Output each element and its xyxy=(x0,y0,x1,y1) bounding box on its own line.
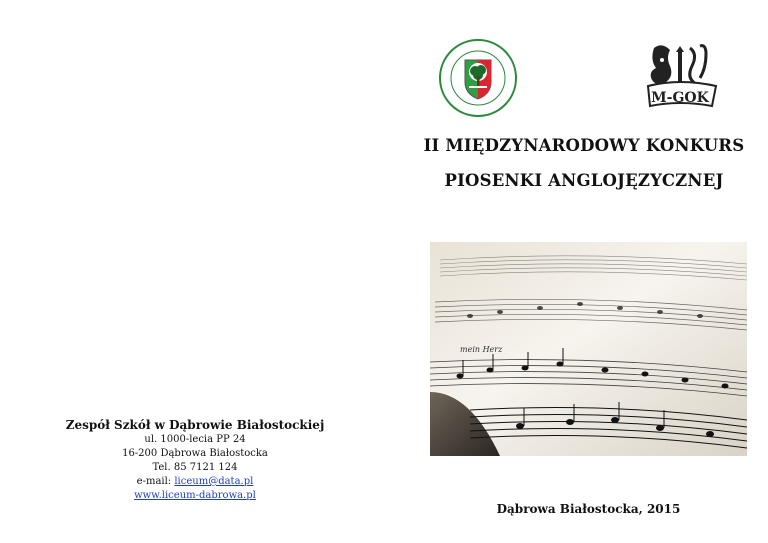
school-phone: Tel. 85 7121 124 xyxy=(152,462,238,473)
contest-title-line1: II MIĘDZYNARODOWY KONKURS xyxy=(423,136,745,155)
school-website-line xyxy=(40,489,350,503)
email-link[interactable]: liceum@data.pl xyxy=(174,476,254,487)
school-email-line xyxy=(40,475,350,489)
email-label: e-mail: xyxy=(136,476,175,487)
school-city: 16-200 Dąbrowa Białostocka xyxy=(122,448,268,459)
mgok-text: M-GOK xyxy=(651,90,709,106)
contest-title-line2: PIOSENKI ANGLOJĘZYCZNEJ xyxy=(444,171,724,190)
mgok-logo xyxy=(640,38,726,118)
website-link[interactable]: www.liceum-dabrowa.pl xyxy=(134,490,256,501)
score-lyric-text: mein Herz xyxy=(460,345,503,354)
place-date: Dąbrowa Białostocka, 2015 xyxy=(496,502,681,516)
sheet-music-photo xyxy=(430,242,747,456)
school-logo xyxy=(438,38,518,118)
school-name: Zespół Szkół w Dąbrowie Białostockiej xyxy=(65,418,325,432)
school-address: ul. 1000-lecia PP 24 xyxy=(144,434,246,445)
